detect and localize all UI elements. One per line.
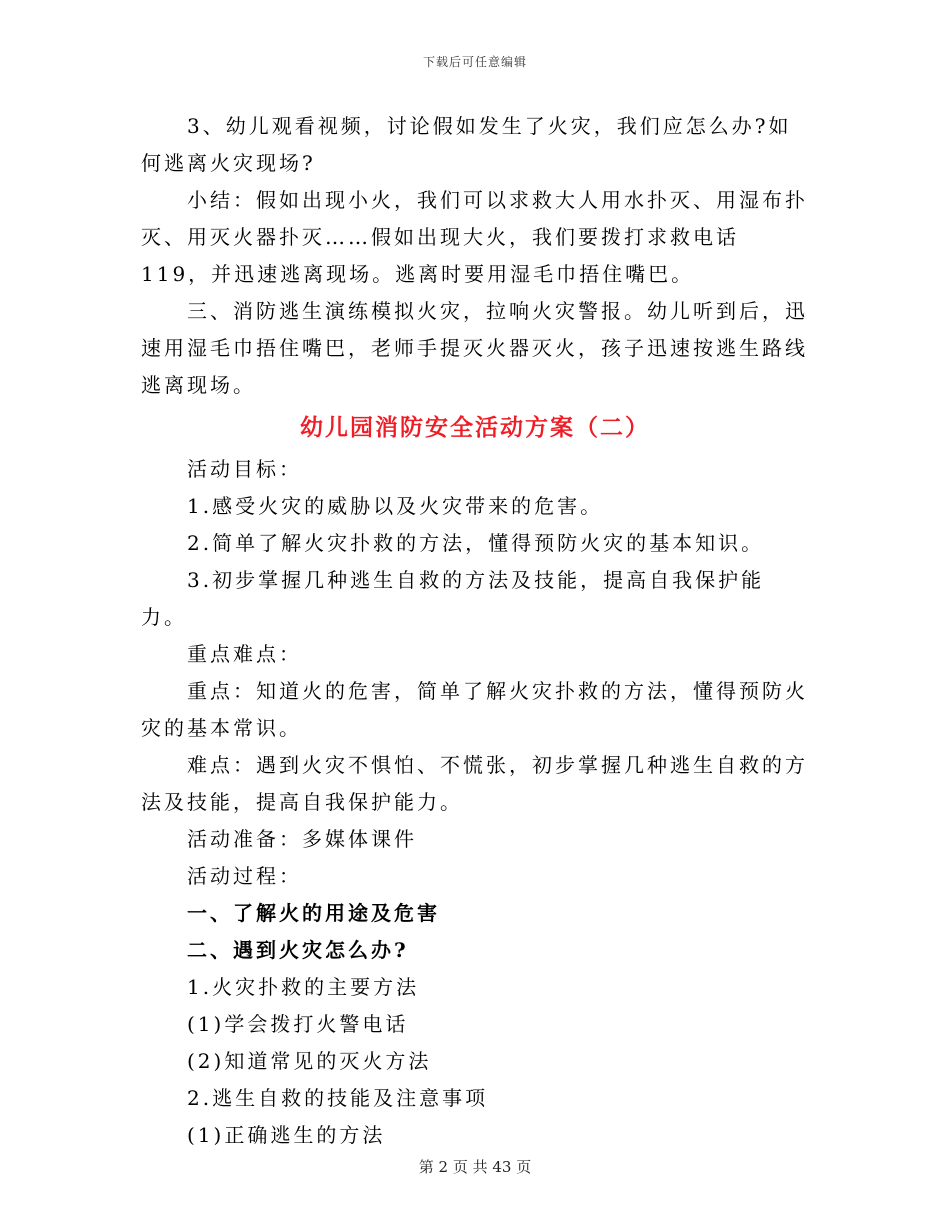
document-body [141,108,809,1154]
process-step-1: 一、了解火的用途及危害 [187,901,440,925]
label-key-difficult-points: 重点难点： [187,642,302,666]
label-activity-goals: 活动目标： [187,457,302,481]
sub-item-fire-fighting: 1.火灾扑救的主要方法 [187,975,420,999]
sub-item-extinguish-methods: (2)知道常见的灭火方法 [187,1049,432,1073]
sub-item-call-fire-alarm: (1)学会拨打火警电话 [187,1012,409,1036]
process-step-2: 二、遇到火灾怎么办? [187,938,409,962]
download-note: 下载后可任意编辑 [422,55,527,69]
key-point-text: 重点：知道火的危害，简单了解火灾扑救的方法，懂得预防火灾的基本常识。 [141,679,808,740]
goal-item-1: 1.感受火灾的威胁以及火灾带来的危害。 [187,494,604,518]
section-title: 幼儿园消防安全活动方案（二） [300,415,650,441]
sub-item-escape-method: (1)正确逃生的方法 [187,1123,386,1147]
goal-item-3: 3.初步掌握几种逃生自救的方法及技能，提高自我保护能力。 [141,568,765,629]
activity-preparation: 活动准备：多媒体课件 [187,827,417,851]
page-number: 第 2 页 共 43 页 [418,1158,532,1176]
goal-item-2: 2.简单了解火灾扑救的方法，懂得预防火灾的基本知识。 [187,531,765,555]
sub-item-escape-skills: 2.逃生自救的技能及注意事项 [187,1086,489,1110]
paragraph-video-discussion: 3、幼儿观看视频，讨论假如发生了火灾，我们应怎么办?如何逃离火灾现场? [141,114,792,175]
paragraph-fire-drill: 三、消防逃生演练模拟火灾，拉响火灾警报。幼儿听到后，迅速用湿毛巾捂住嘴巴，老师手提灭火器灭火，孩子迅速按逃生路线逃离现场。 [141,299,808,397]
paragraph-summary: 小结：假如出现小火，我们可以求救大人用水扑灭、用湿布扑灭、用灭火器扑灭……假如出现大火，我们要拨打求救电话119，并迅速逃离现场。逃离时要用湿毛巾捂住嘴巴。 [141,188,808,286]
label-activity-process: 活动过程： [187,864,302,888]
difficult-point-text: 难点：遇到火灾不惧怕、不慌张，初步掌握几种逃生自救的方法及技能，提高自我保护能力。 [141,753,808,814]
